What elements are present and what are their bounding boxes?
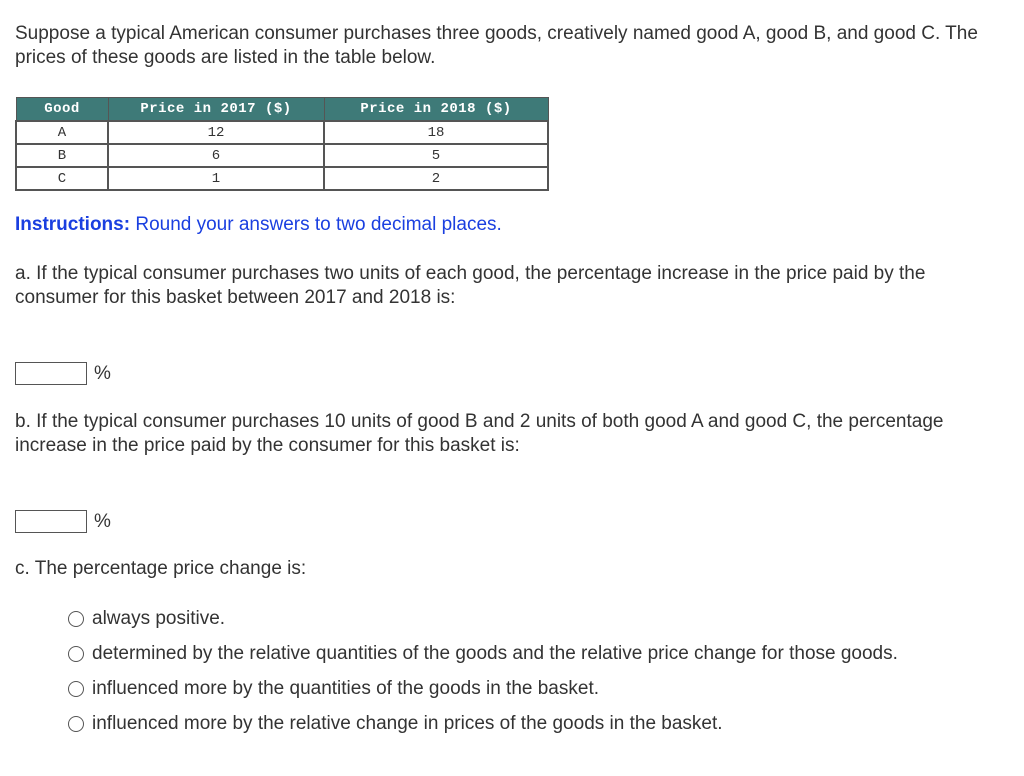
cell-price-2018: 2: [324, 167, 548, 190]
price-table: [15, 97, 549, 191]
option-label: influenced more by the relative change in prices of the goods in the basket.: [92, 712, 723, 734]
cell-good: B: [16, 144, 108, 167]
instructions-text: Round your answers to two decimal places.: [130, 214, 502, 235]
answer-a-input[interactable]: [15, 362, 87, 385]
cell-price-2018: 18: [324, 121, 548, 144]
radio-button[interactable]: [68, 611, 84, 627]
answer-a-row: [15, 361, 111, 386]
table-row: [16, 144, 548, 167]
question-c-options: [68, 601, 898, 741]
cell-price-2017: 6: [108, 144, 324, 167]
table-row: [16, 121, 548, 144]
question-c-text: c. The percentage price change is:: [15, 558, 307, 579]
cell-price-2017: 12: [108, 121, 324, 144]
table-header-row: [16, 98, 548, 122]
instructions: [15, 213, 1005, 237]
question-b-text: b. If the typical consumer purchases 10 units of good B and 2 units of both good A and good C, the percentage increase in the price paid by the consumer for this basket is:: [15, 411, 944, 456]
option-label: influenced more by the quantities of the goods in the basket.: [92, 677, 599, 699]
answer-a-unit: %: [94, 362, 111, 384]
cell-good: A: [16, 121, 108, 144]
option-relative-prices[interactable]: [68, 706, 898, 741]
answer-b-input[interactable]: [15, 510, 87, 533]
question-a-text: a. If the typical consumer purchases two units of each good, the percentage increase in the price paid by the consumer for this basket between 2017 and 2018 is:: [15, 263, 926, 308]
option-relative-quantities-and-prices[interactable]: [68, 636, 898, 671]
radio-button[interactable]: [68, 716, 84, 732]
radio-button[interactable]: [68, 646, 84, 662]
header-price-2017: Price in 2017 ($): [108, 98, 324, 122]
option-label: always positive.: [92, 607, 226, 629]
intro-text: Suppose a typical American consumer purchases three goods, creatively named good A, good B, and good C. The prices of these goods are listed in the table below.: [15, 23, 978, 68]
cell-price-2018: 5: [324, 144, 548, 167]
header-good: Good: [16, 98, 108, 122]
option-always-positive[interactable]: [68, 601, 898, 636]
header-price-2018: Price in 2018 ($): [324, 98, 548, 122]
answer-b-unit: %: [94, 510, 111, 532]
option-quantities[interactable]: [68, 671, 898, 706]
cell-good: C: [16, 167, 108, 190]
option-label: determined by the relative quantities of the goods and the relative price change for those goods.: [92, 642, 898, 664]
answer-b-row: [15, 509, 111, 534]
cell-price-2017: 1: [108, 167, 324, 190]
table-row: [16, 167, 548, 190]
instructions-lead: Instructions:: [15, 214, 131, 235]
radio-button[interactable]: [68, 681, 84, 697]
